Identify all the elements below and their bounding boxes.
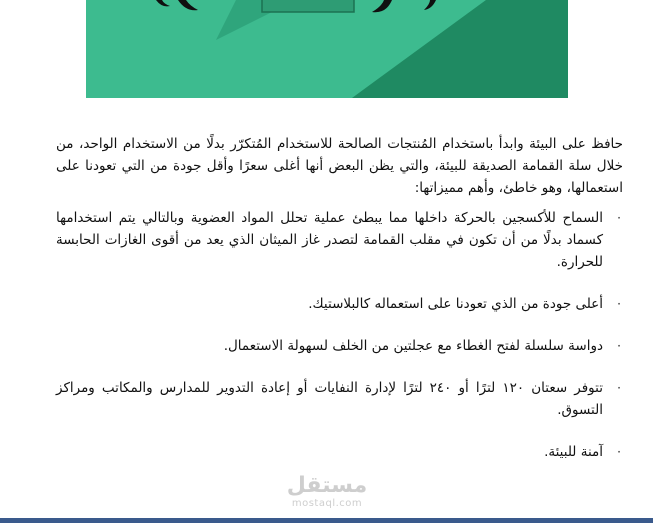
features-list xyxy=(56,207,623,463)
list-item xyxy=(56,335,623,357)
bullet-marker: · xyxy=(617,339,621,353)
list-item xyxy=(56,293,623,315)
banner-image xyxy=(86,0,568,98)
list-item-text: تتوفر سعتان ١٢٠ لترًا أو ٢٤٠ لترًا لإدارة النفايات أو إعادة التدوير للمدارس والمكاتب ومراكز التسوق. xyxy=(56,380,603,418)
watermark-latin: mostaql.com xyxy=(291,498,363,509)
list-item-text: السماح للأكسجين بالحركة داخلها مما يبطئ عملية تحلل المواد العضوية وبالتالي يتم استخدامها كسماد بدلًا من أن تكون في مقلب القمامة لتصدر غاز الميثان الذي يعد من أقوى الغازات الحابسة للحرارة. xyxy=(56,210,603,270)
bullet-marker: · xyxy=(617,297,621,311)
list-item xyxy=(56,207,623,273)
bullet-marker: · xyxy=(617,445,621,459)
bullet-marker: · xyxy=(617,381,621,395)
list-item-text: آمنة للبيئة. xyxy=(544,444,603,460)
list-item xyxy=(56,441,623,463)
footer-bar xyxy=(0,518,653,523)
list-item-text: أعلى جودة من الذي تعودنا على استعماله كالبلاستيك. xyxy=(308,296,603,312)
watermark-logo xyxy=(285,474,369,510)
intro-paragraph: حافظ على البيئة وابدأ باستخدام المُنتجات الصالحة للاستخدام المُتكرّر بدلًا من الاستخدام الواحد، من خلال سلة القمامة الصديقة للبيئة، والتي يظن البعض أنها أغلى سعرًا وأقل جودة من التي تعودنا على استعمالها، وهو خاطئ، وأهم مميزاتها: xyxy=(56,136,623,196)
list-item-text: دواسة سلسلة لفتح الغطاء مع عجلتين من الخلف لسهولة الاستعمال. xyxy=(223,338,603,354)
article-body xyxy=(56,133,623,483)
banner-illustration xyxy=(86,0,568,98)
list-item xyxy=(56,377,623,421)
watermark-arabic: مستقل xyxy=(286,473,368,498)
bullet-marker: · xyxy=(617,211,621,225)
